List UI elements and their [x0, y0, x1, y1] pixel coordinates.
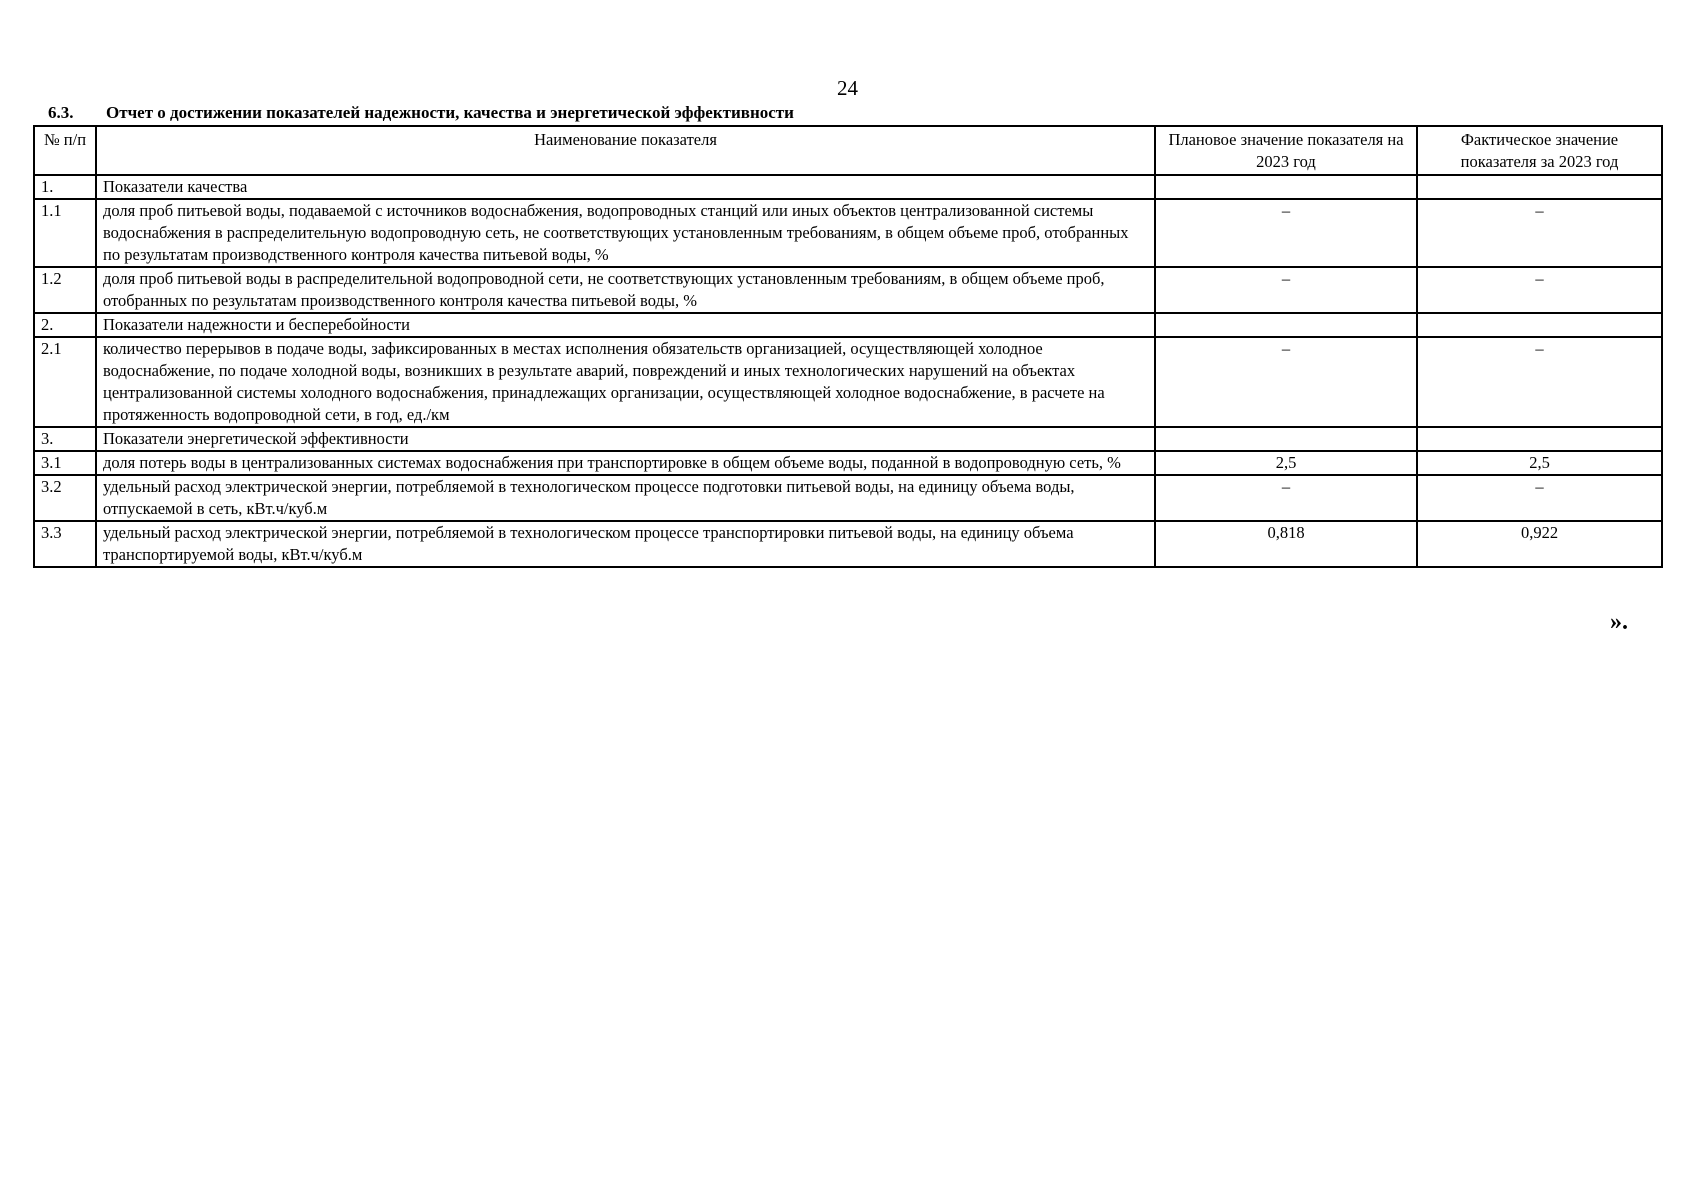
section-heading: [48, 103, 794, 123]
row-num: 1.1: [34, 199, 96, 267]
row-num: 3.3: [34, 521, 96, 567]
row-plan: [1155, 313, 1417, 337]
row-plan: 0,818: [1155, 521, 1417, 567]
page-number: 24: [837, 76, 858, 100]
row-name: доля проб питьевой воды, подаваемой с источников водоснабжения, водопроводных станций или иных объектов централизованной системы водоснабжения в распределительную водопроводную сеть, не соответствующих установленным требованиям, в общем объеме проб, отобранных по результатам производственного контроля качества питьевой воды, %: [96, 199, 1155, 267]
row-fact: –: [1417, 267, 1662, 313]
header-fact: Фактическое значение показателя за 2023 год: [1417, 126, 1662, 175]
row-num: 3.: [34, 427, 96, 451]
row-name: Показатели энергетической эффективности: [96, 427, 1155, 451]
table-row: [34, 475, 1662, 521]
row-plan: –: [1155, 337, 1417, 427]
row-plan: –: [1155, 475, 1417, 521]
row-plan: 2,5: [1155, 451, 1417, 475]
row-name: количество перерывов в подаче воды, зафиксированных в местах исполнения обязательств организацией, осуществляющей холодное водоснабжение, по подаче холодной воды, возникших в результате аварий, повреждений и иных технологических нарушений на объектах централизованной системы холодного водоснабжения, принадлежащих организации, осуществляющей холодное водоснабжение, в расчете на протяженность водопроводной сети, в год, ед./км: [96, 337, 1155, 427]
table-row: [34, 175, 1662, 199]
row-fact: 0,922: [1417, 521, 1662, 567]
table-row: [34, 313, 1662, 337]
header-plan: Плановое значение показателя на 2023 год: [1155, 126, 1417, 175]
row-fact: –: [1417, 199, 1662, 267]
row-fact: –: [1417, 475, 1662, 521]
row-name: доля проб питьевой воды в распределительной водопроводной сети, не соответствующих установленным требованиям, в общем объеме проб, отобранных по результатам производственного контроля качества питьевой воды, %: [96, 267, 1155, 313]
row-plan: –: [1155, 199, 1417, 267]
row-fact: –: [1417, 337, 1662, 427]
row-num: 3.2: [34, 475, 96, 521]
row-fact: [1417, 313, 1662, 337]
row-num: 1.2: [34, 267, 96, 313]
table-row: [34, 451, 1662, 475]
table-row: [34, 267, 1662, 313]
row-plan: –: [1155, 267, 1417, 313]
row-num: 1.: [34, 175, 96, 199]
row-name: Показатели надежности и бесперебойности: [96, 313, 1155, 337]
table-header-row: [34, 126, 1662, 175]
section-number: 6.3.: [48, 103, 74, 122]
row-num: 2.: [34, 313, 96, 337]
closing-quote: ».: [1610, 609, 1628, 635]
row-fact: [1417, 175, 1662, 199]
table-row: [34, 199, 1662, 267]
row-fact: [1417, 427, 1662, 451]
row-name: удельный расход электрической энергии, потребляемой в технологическом процессе транспортировки питьевой воды, на единицу объема транспортируемой воды, кВт.ч/куб.м: [96, 521, 1155, 567]
row-plan: [1155, 175, 1417, 199]
row-name: Показатели качества: [96, 175, 1155, 199]
row-num: 2.1: [34, 337, 96, 427]
header-name: Наименование показателя: [96, 126, 1155, 175]
row-fact: 2,5: [1417, 451, 1662, 475]
row-name: удельный расход электрической энергии, потребляемой в технологическом процессе подготовки питьевой воды, на единицу объема воды, отпускаемой в сеть, кВт.ч/куб.м: [96, 475, 1155, 521]
table-row: [34, 337, 1662, 427]
indicators-table: [33, 125, 1663, 568]
row-plan: [1155, 427, 1417, 451]
row-name: доля потерь воды в централизованных системах водоснабжения при транспортировке в общем объеме воды, поданной в водопроводную сеть, %: [96, 451, 1155, 475]
row-num: 3.1: [34, 451, 96, 475]
table-row: [34, 521, 1662, 567]
section-title: Отчет о достижении показателей надежности, качества и энергетической эффективности: [106, 103, 794, 122]
header-num: № п/п: [34, 126, 96, 175]
table-row: [34, 427, 1662, 451]
